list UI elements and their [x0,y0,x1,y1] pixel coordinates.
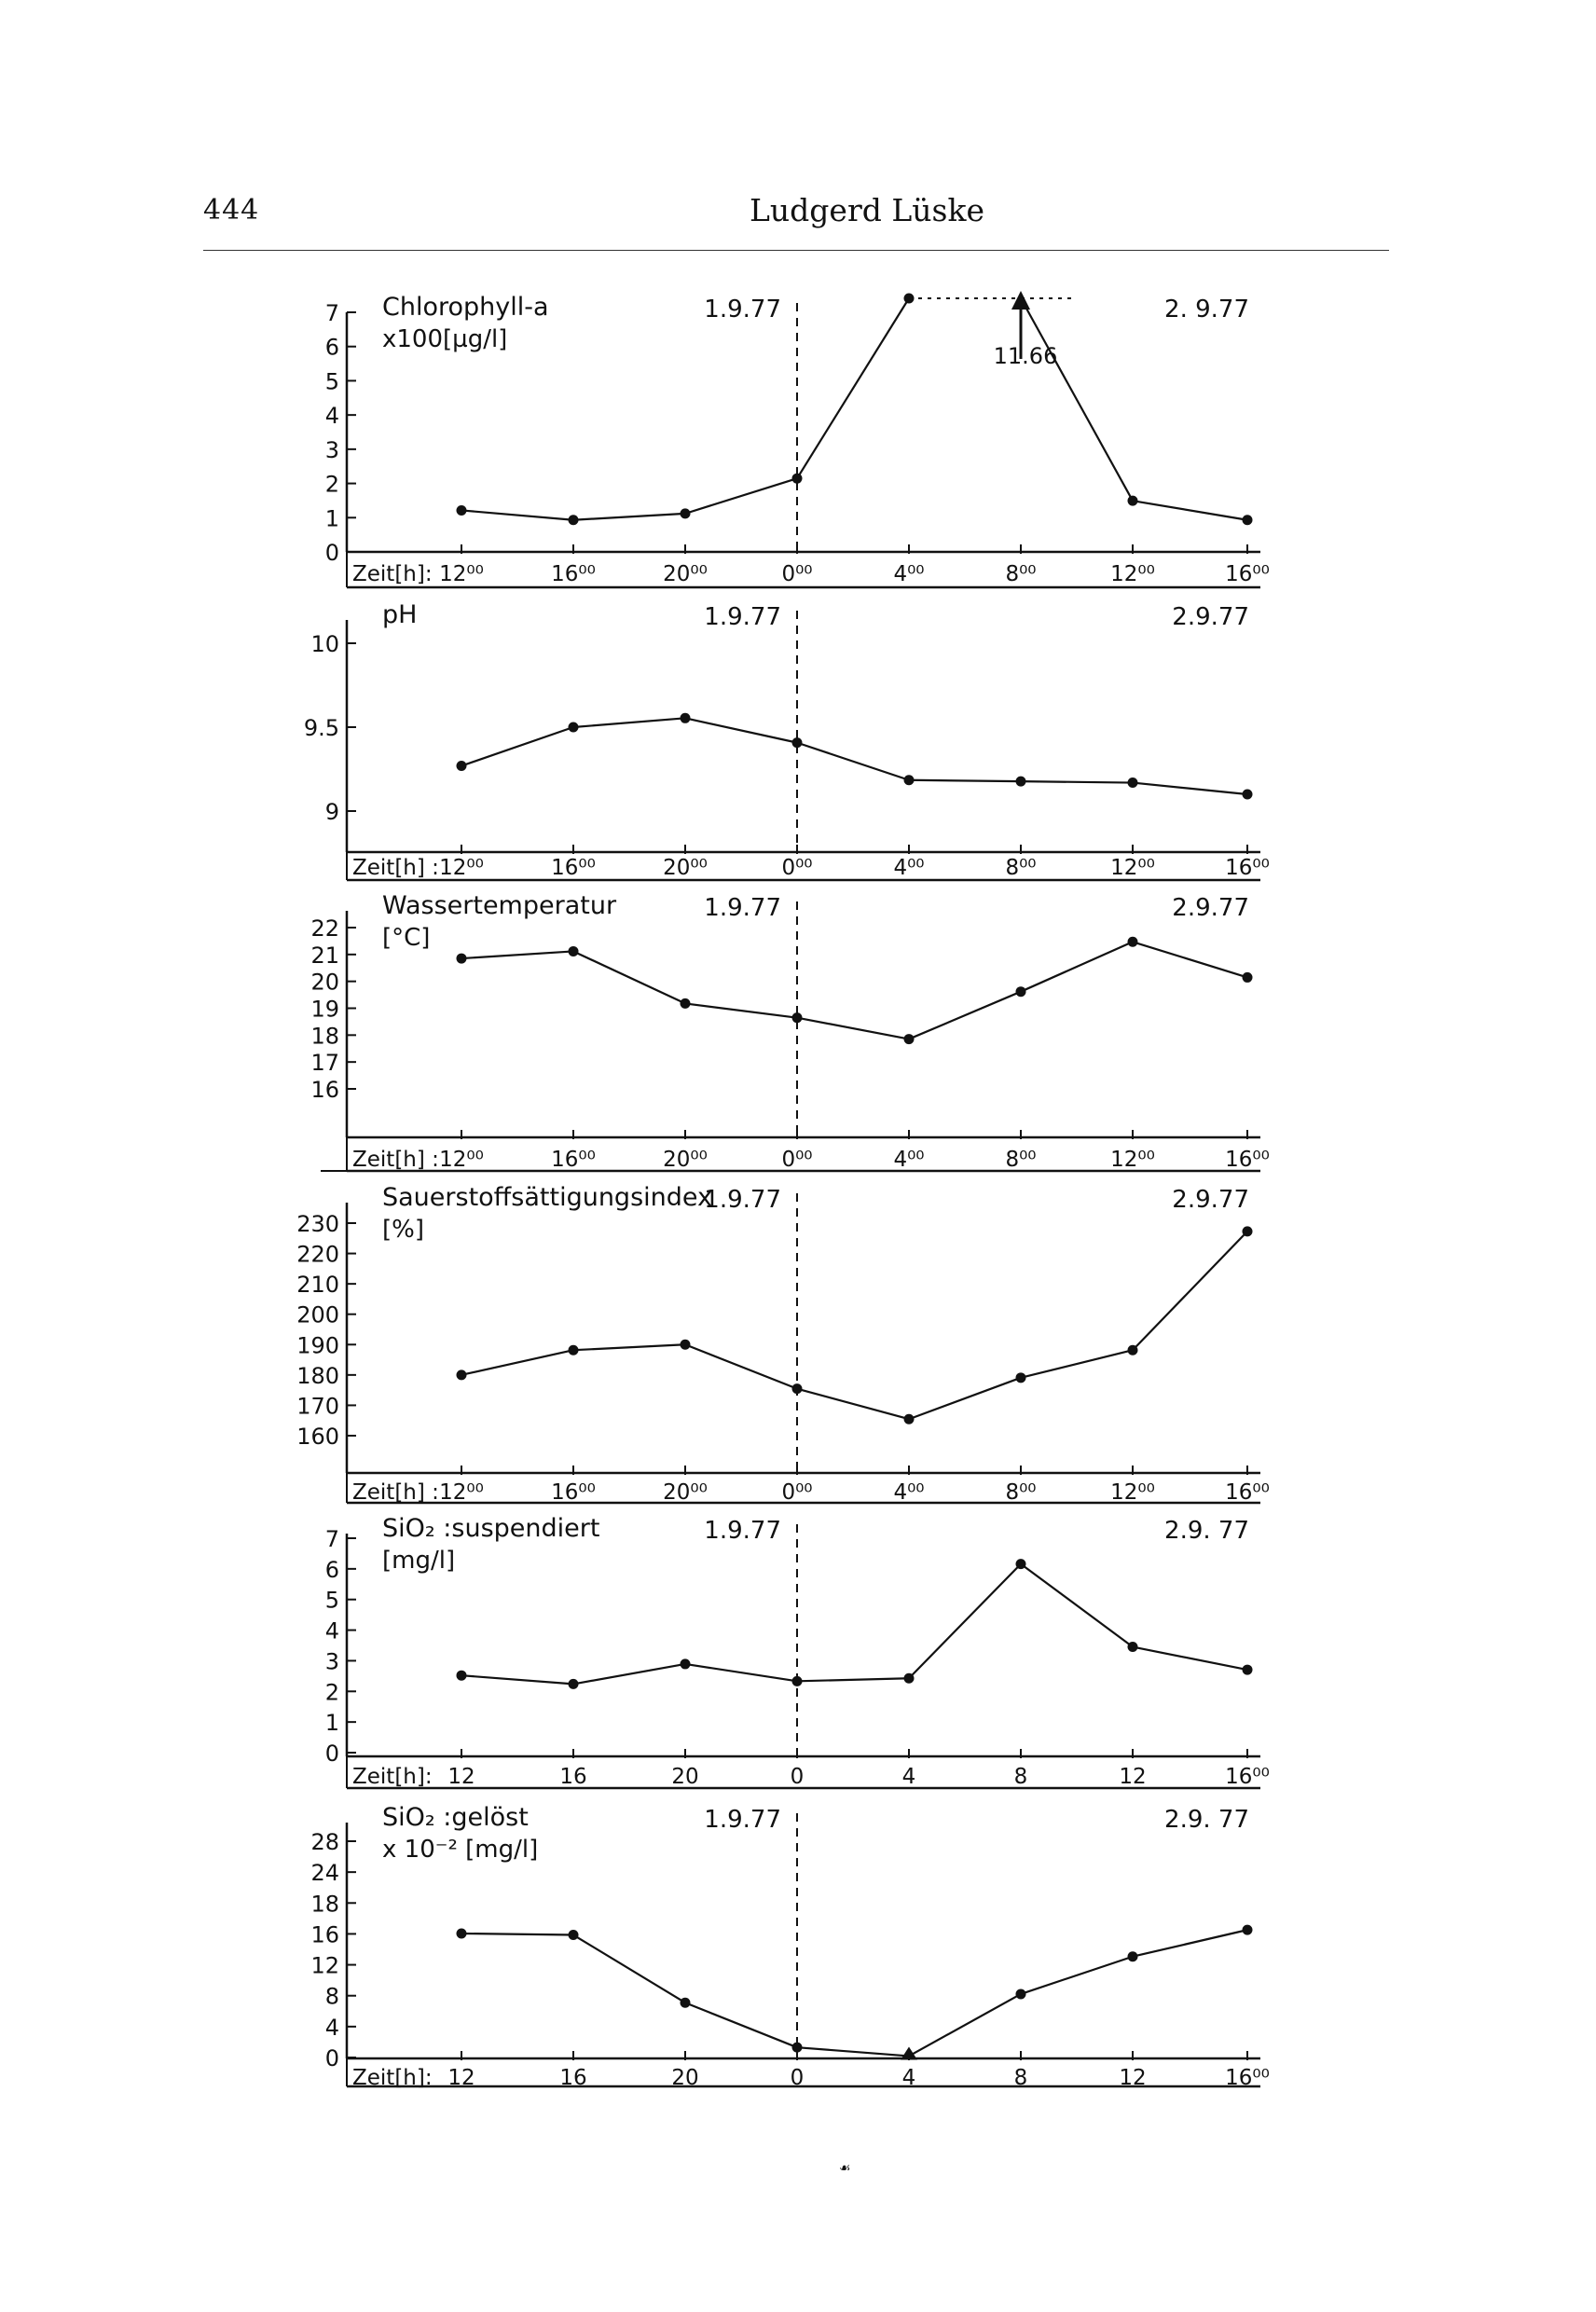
x-tick-label: 16⁰⁰ [551,1148,596,1172]
chart-title: pH [382,600,418,629]
x-axis-label: Zeit[h]: [352,1765,433,1789]
series-segment [573,1664,685,1684]
x-tick-label: 16⁰⁰ [1225,1765,1270,1789]
x-tick-label: 12⁰⁰ [439,1480,484,1505]
series-segment [1133,1232,1247,1350]
x-tick-label: 16⁰⁰ [551,856,596,880]
series-segment [1021,1564,1133,1647]
x-tick-label: 0⁰⁰ [781,1148,813,1172]
y-tick-label: 18 [310,1891,339,1918]
y-tick-label: 22 [310,915,339,942]
y-tick-label: 24 [310,1860,339,1887]
x-tick-label: 8⁰⁰ [1005,1148,1037,1172]
series-segment [797,298,909,478]
series-segment [573,718,685,727]
data-point [792,1383,803,1394]
data-point [681,1340,691,1350]
y-tick-label: 0 [324,2045,339,2071]
series-segment [1021,942,1133,991]
series-segment [1021,781,1133,782]
series-segment [1133,1930,1247,1957]
x-axis-label: Zeit[h] : [352,1480,439,1505]
data-point [792,1012,803,1023]
footnote-mark: ☙ [839,2161,851,2176]
y-axis-label: x 10⁻² [mg/l] [382,1836,539,1864]
x-tick-label: 8⁰⁰ [1005,856,1037,880]
y-tick-label: 20 [310,969,339,996]
data-point [457,1671,467,1681]
x-tick-label: 0 [790,1765,805,1789]
data-point [792,1676,803,1686]
x-tick-label: 16⁰⁰ [551,1480,596,1505]
series-segment [797,1389,909,1420]
y-axis-label: [%] [382,1216,424,1244]
x-tick-label: 4 [901,1765,916,1789]
date-label-start: 1.9.77 [704,603,781,631]
date-label-end: 2. 9.77 [1164,296,1249,323]
x-tick-label: 8⁰⁰ [1005,1480,1037,1505]
data-point [1243,1665,1253,1675]
data-point [569,722,579,733]
x-tick-label: 12⁰⁰ [439,856,484,880]
series-segment [685,478,797,514]
series-segment [909,1994,1021,2057]
x-axis-label: Zeit[h]: [352,562,433,586]
peak-arrow-head [1011,291,1030,310]
x-tick-label: 20 [671,1765,699,1789]
y-tick-label: 230 [296,1211,339,1237]
y-tick-label: 3 [324,1648,339,1675]
series-segment [461,727,573,766]
series-segment [1021,1350,1133,1378]
data-point [569,1930,579,1940]
x-tick-label: 16 [559,1765,587,1789]
x-tick-label: 8⁰⁰ [1005,562,1037,586]
y-tick-label: 12 [310,1952,339,1979]
data-point [1128,1345,1138,1356]
series-segment [1133,783,1247,794]
x-tick-label: 16⁰⁰ [1225,2066,1270,2090]
y-axis-label: [°C] [382,924,431,952]
series-segment [573,1344,685,1350]
series-segment [685,1664,797,1681]
y-tick-label: 10 [310,631,339,657]
data-point [792,474,803,484]
y-tick-label: 18 [310,1023,339,1050]
peak-value-label: 11.66 [993,343,1058,369]
y-tick-label: 4 [324,1617,339,1645]
data-point [792,2043,803,2053]
y-tick-label: 180 [296,1362,339,1389]
x-axis-label: Zeit[h]: [352,2066,433,2090]
date-label-end: 2.9. 77 [1164,1517,1249,1545]
x-tick-label: 12⁰⁰ [439,562,484,586]
data-point [1128,937,1138,947]
date-label-end: 2.9.77 [1172,1186,1249,1214]
series-segment [909,1564,1021,1679]
series-segment [461,1934,573,1935]
series-segment [909,992,1021,1039]
y-tick-label: 9 [324,799,339,825]
x-tick-label: 20⁰⁰ [663,1480,708,1505]
chart-title: SiO₂ :suspendiert [382,1514,600,1543]
date-label-start: 1.9.77 [704,296,781,323]
date-label-start: 1.9.77 [704,1806,781,1834]
x-tick-label: 12⁰⁰ [1110,562,1155,586]
y-tick-label: 0 [324,1741,339,1767]
x-axis-label: Zeit[h] : [352,1148,439,1172]
y-tick-label: 3 [324,436,339,463]
y-tick-label: 5 [324,368,339,395]
y-tick-label: 210 [296,1272,339,1299]
x-tick-label: 4⁰⁰ [893,856,925,880]
x-tick-label: 12 [1119,1765,1147,1789]
x-axis-label: Zeit[h] : [352,856,439,880]
date-label-start: 1.9.77 [704,1186,781,1214]
data-point [1243,515,1253,525]
x-tick-label: 20⁰⁰ [663,562,708,586]
x-tick-label: 16⁰⁰ [1225,1148,1270,1172]
y-tick-label: 28 [310,1829,339,1855]
y-tick-label: 4 [324,2014,339,2041]
series-segment [573,514,685,520]
x-tick-label: 12 [447,1765,475,1789]
x-tick-label: 4⁰⁰ [893,562,925,586]
series-segment [461,1350,573,1375]
y-axis-label: [mg/l] [382,1547,456,1575]
y-tick-label: 2 [324,471,339,498]
x-tick-label: 20 [671,2066,699,2090]
data-point [1243,1925,1253,1935]
data-point [1016,986,1026,997]
x-tick-label: 0⁰⁰ [781,562,813,586]
data-point [1016,777,1026,787]
chart-title: Chlorophyll-a [382,293,549,322]
running-head: Ludgerd Lüske [750,192,984,228]
y-tick-label: 4 [324,403,339,430]
date-label-end: 2.9. 77 [1164,1806,1249,1834]
data-point [681,1998,691,2008]
y-tick-label: 8 [324,1983,339,2010]
series-segment [685,2002,797,2047]
series-segment [1133,501,1247,520]
date-label-start: 1.9.77 [704,1517,781,1545]
y-tick-label: 17 [310,1050,339,1077]
data-point [1243,1226,1253,1236]
data-point [1016,1559,1026,1569]
y-tick-label: 1 [324,505,339,532]
x-tick-label: 16⁰⁰ [1225,856,1270,880]
chart-title: Wassertemperatur [382,891,617,920]
data-point [904,1673,915,1684]
data-point [904,1034,915,1044]
x-tick-label: 16⁰⁰ [1225,562,1270,586]
data-point [904,294,915,304]
data-point [904,1414,915,1424]
series-segment [461,510,573,519]
series-segment [685,1003,797,1017]
data-point [681,1658,691,1669]
data-point [1243,972,1253,983]
y-tick-label: 19 [310,996,339,1023]
date-label-start: 1.9.77 [704,894,781,922]
data-point [681,508,691,518]
x-tick-label: 12⁰⁰ [1110,1480,1155,1505]
y-axis-label: x100[µg/l] [382,325,508,353]
data-point [457,954,467,964]
y-tick-label: 7 [324,1526,339,1552]
series-segment [1133,1647,1247,1671]
data-point [792,737,803,748]
x-tick-label: 12 [1119,2066,1147,2090]
x-tick-label: 4 [901,2066,916,2090]
data-point [569,1345,579,1356]
x-tick-label: 12⁰⁰ [1110,856,1155,880]
date-label-end: 2.9.77 [1172,894,1249,922]
data-point [1128,1951,1138,1961]
y-tick-label: 9.5 [303,715,339,741]
x-tick-label: 8 [1013,1765,1028,1789]
x-tick-label: 4⁰⁰ [893,1480,925,1505]
series-segment [797,743,909,780]
series-segment [797,1018,909,1039]
y-tick-label: 21 [310,942,339,969]
y-tick-label: 16 [310,1921,339,1948]
x-tick-label: 16 [559,2066,587,2090]
chart-title: Sauerstoffsättigungsindex [382,1183,713,1212]
date-label-end: 2.9.77 [1172,603,1249,631]
y-tick-label: 16 [310,1077,339,1103]
y-tick-label: 6 [324,334,339,361]
x-tick-label: 16⁰⁰ [551,562,596,586]
data-point [457,1369,467,1380]
y-tick-label: 220 [296,1241,339,1268]
x-tick-label: 8 [1013,2066,1028,2090]
series-segment [685,1344,797,1388]
data-point [1128,496,1138,506]
data-point [681,998,691,1009]
x-tick-label: 12 [447,2066,475,2090]
y-tick-label: 7 [324,300,339,326]
series-segment [909,1378,1021,1419]
series-segment [797,1678,909,1681]
data-point [569,946,579,956]
data-point [457,1928,467,1938]
x-tick-label: 20⁰⁰ [663,856,708,880]
series-segment [1133,942,1247,977]
series-segment [797,2047,909,2056]
x-tick-label: 0 [790,2066,805,2090]
y-tick-label: 0 [324,540,339,566]
series-segment [573,951,685,1003]
x-tick-label: 0⁰⁰ [781,856,813,880]
chart-title: SiO₂ :gelöst [382,1803,529,1832]
y-tick-label: 1 [324,1710,339,1737]
y-tick-label: 160 [296,1424,339,1450]
data-point [681,713,691,723]
series-segment [1021,1957,1133,1994]
x-tick-label: 20⁰⁰ [663,1148,708,1172]
x-tick-label: 4⁰⁰ [893,1148,925,1172]
y-tick-label: 2 [324,1679,339,1706]
y-tick-label: 170 [296,1393,339,1420]
page-number: 444 [203,194,260,227]
x-tick-label: 16⁰⁰ [1225,1480,1270,1505]
x-tick-label: 12⁰⁰ [439,1148,484,1172]
data-point [1016,1372,1026,1383]
data-point [1243,790,1253,800]
data-point [1128,778,1138,788]
data-point [569,1679,579,1689]
data-point [457,505,467,516]
series-segment [461,951,573,958]
y-tick-label: 200 [296,1301,339,1328]
data-point [1016,1989,1026,1999]
series-segment [1021,298,1133,501]
data-point [569,515,579,525]
x-tick-label: 0⁰⁰ [781,1480,813,1505]
data-point [1128,1642,1138,1652]
y-tick-label: 190 [296,1332,339,1359]
series-segment [573,1935,685,2003]
y-tick-label: 5 [324,1587,339,1614]
series-segment [685,718,797,742]
data-point [457,761,467,771]
series-segment [909,780,1021,781]
x-tick-label: 12⁰⁰ [1110,1148,1155,1172]
data-point [904,775,915,785]
y-tick-label: 6 [324,1556,339,1583]
series-segment [461,1675,573,1684]
